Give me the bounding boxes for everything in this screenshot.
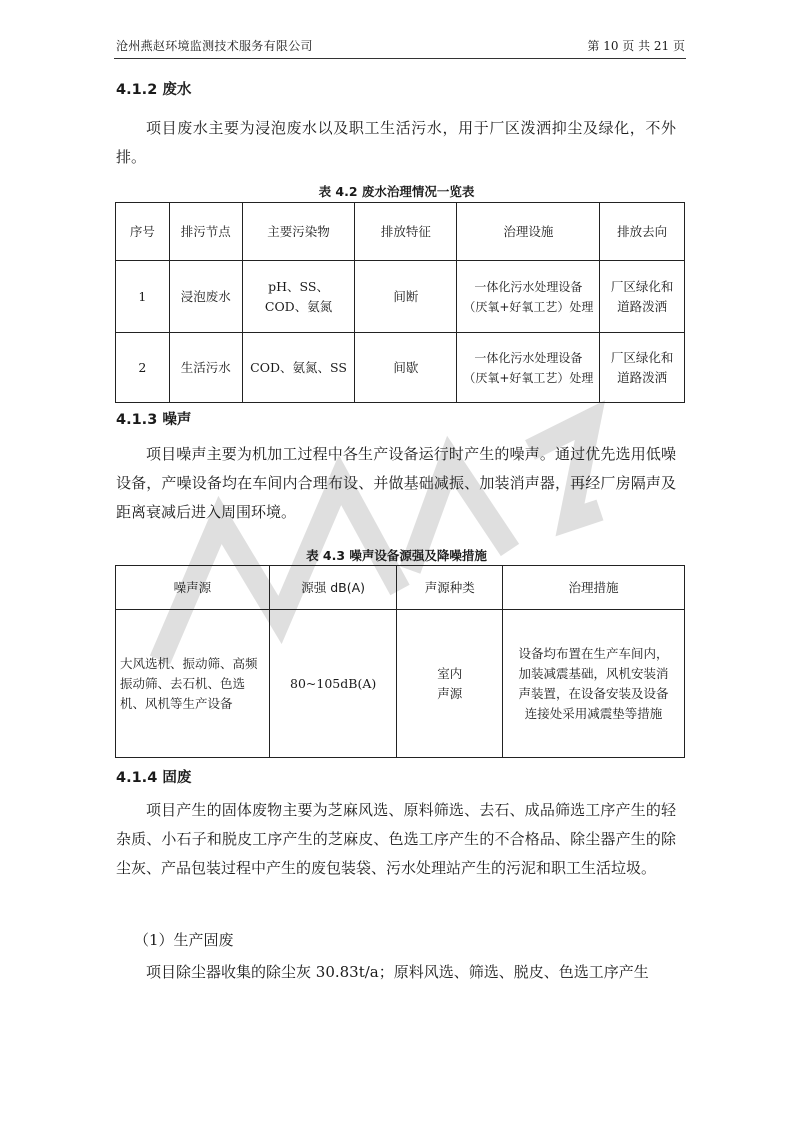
header-feature: 排放特征 [355, 203, 457, 261]
table-row [116, 610, 685, 758]
table-wastewater [115, 202, 685, 403]
cell-level: 80~105dB(A) [269, 610, 397, 758]
cell-node: 生活污水 [169, 333, 242, 403]
solid-waste-paragraph: 项目产生的固体废物主要为芝麻风选、原料筛选、去石、成品筛选工序产生的轻杂质、小石子和脱皮工序产生的芝麻皮、色选工序产生的不合格品、除尘器产生的除尘灰、产品包装过程中产生的废包装袋、污水处理站产生的污泥和职工生活垃圾。 [116, 801, 676, 877]
cell-facility [457, 261, 600, 333]
header-node: 排污节点 [169, 203, 242, 261]
cell-source-type [397, 610, 503, 758]
table-noise [115, 565, 685, 758]
company-name: 沧州燕赵环境监测技术服务有限公司 [116, 39, 313, 53]
cell-line: 厂区绿化和 [610, 349, 674, 365]
cell-no: 1 [116, 261, 170, 333]
cell-destination [600, 261, 685, 333]
table-row [116, 261, 685, 333]
cell-destination [600, 333, 685, 403]
cell-line: 厂区绿化和 [610, 278, 674, 294]
cell-line: （厌氧+好氧工艺）处理 [463, 370, 594, 385]
header-pollutants: 主要污染物 [242, 203, 355, 261]
cell-line: 声源 [437, 685, 463, 701]
cell-line: 一体化污水处理设备 [474, 279, 583, 294]
table-4-2-caption: 表 4.2 废水治理情况一览表 [318, 184, 475, 199]
cell-pollutants: COD、氨氮、SS [242, 333, 355, 403]
cell-node: 浸泡废水 [169, 261, 242, 333]
header-destination: 排放去向 [600, 203, 685, 261]
sub-heading-production-waste: （1）生产固废 [134, 931, 234, 949]
cell-no: 2 [116, 333, 170, 403]
table-row [116, 333, 685, 403]
header-no: 序号 [116, 203, 170, 261]
cell-line: 道路泼洒 [617, 369, 668, 385]
page-number: 第 10 页 共 21 页 [587, 39, 685, 53]
section-title-noise: 4.1.3 噪声 [116, 412, 192, 428]
table-header-row [116, 203, 685, 261]
cell-feature: 间歇 [355, 333, 457, 403]
cell-line: COD、氨氮 [264, 298, 333, 314]
cell-line: （厌氧+好氧工艺）处理 [463, 299, 594, 314]
header-source-type: 声源种类 [397, 566, 503, 610]
header-measures: 治理措施 [503, 566, 685, 610]
cell-line: 道路泼洒 [617, 298, 668, 314]
cell-measures: 设备均布置在生产车间内，加装减震基础，风机安装消声装置，在设备安装及设备连接处采用减震垫等措施 [503, 610, 685, 758]
cell-feature: 间断 [355, 261, 457, 333]
header-level: 源强 dB(A) [269, 566, 397, 610]
section-title-wastewater: 4.1.2 废水 [116, 82, 192, 98]
noise-paragraph: 项目噪声主要为机加工过程中各生产设备运行时产生的噪声。通过优先选用低噪设备，产噪设备均在车间内合理布设、并做基础减振、加装消声器，再经厂房隔声及距离衰减后进入周围环境。 [116, 445, 676, 521]
header-facility: 治理设施 [457, 203, 600, 261]
table-4-3-caption: 表 4.3 噪声设备源强及降噪措施 [306, 548, 487, 563]
cell-line: 室内 [437, 665, 463, 681]
header-noise-source: 噪声源 [116, 566, 270, 610]
production-waste-paragraph: 项目除尘器收集的除尘灰 30.83t/a；原料风选、筛选、脱皮、色选工序产生 [146, 963, 649, 981]
wastewater-paragraph: 项目废水主要为浸泡废水以及职工生活污水，用于厂区泼洒抑尘及绿化，不外排。 [116, 119, 676, 166]
header-divider [114, 58, 686, 59]
cell-noise-source: 大风选机、振动筛、高频振动筛、去石机、色选机、风机等生产设备 [116, 610, 270, 758]
cell-pollutants [242, 261, 355, 333]
section-title-solid-waste: 4.1.4 固废 [116, 770, 192, 786]
cell-line: 一体化污水处理设备 [474, 350, 583, 365]
cell-line: pH、SS、 [268, 278, 329, 294]
table-header-row [116, 566, 685, 610]
cell-facility [457, 333, 600, 403]
